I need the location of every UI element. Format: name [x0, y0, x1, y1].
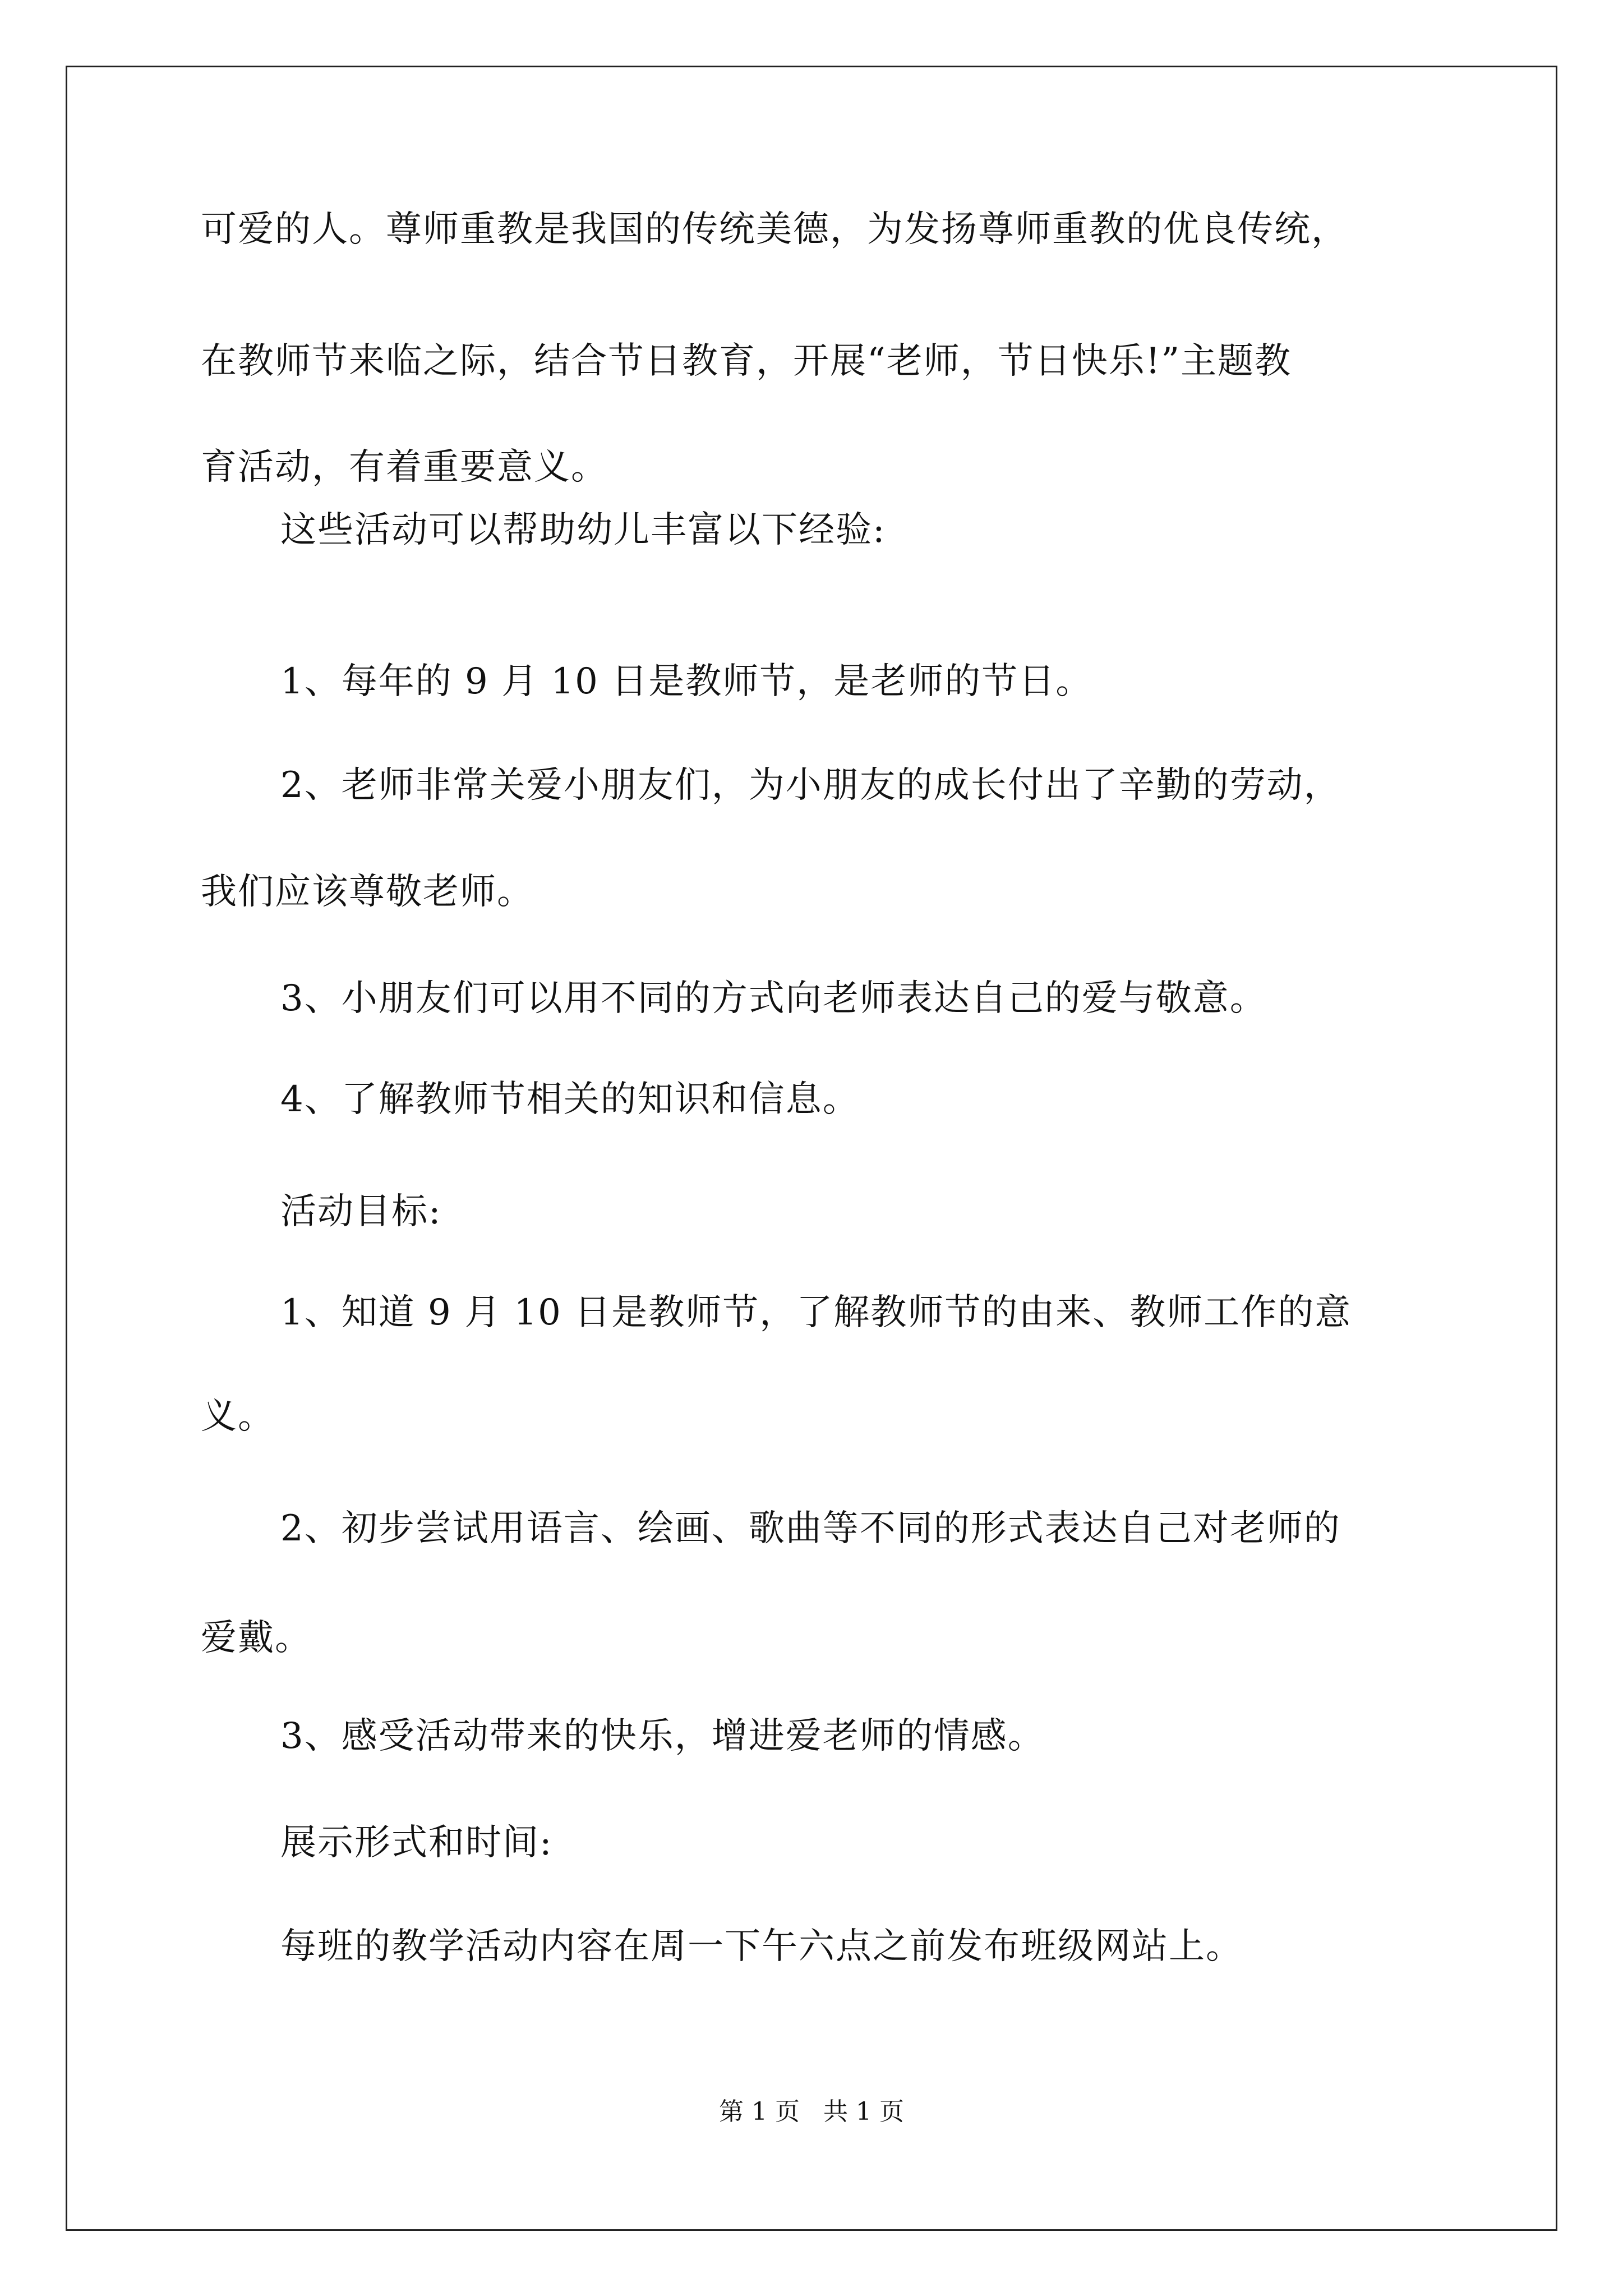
text-line-10: 活动目标: — [280, 1191, 442, 1232]
text-line-1: 可爱的人。尊师重教是我国的传统美德，为发扬尊师重教的优良传统， — [201, 209, 1348, 250]
text-line-17: 每班的教学活动内容在周一下午六点之前发布班级网站上。 — [280, 1926, 1243, 1967]
text-line-12: 义。 — [201, 1396, 275, 1437]
text-line-7: 我们应该尊敬老师。 — [201, 871, 534, 913]
page-border — [66, 66, 1557, 2231]
text-line-15: 3、感受活动带来的快乐，增进爱老师的情感。 — [280, 1715, 1045, 1757]
text-line-5: 1、每年的 9 月 10 日是教师节，是老师的节日。 — [280, 661, 1093, 702]
text-line-16: 展示形式和时间: — [280, 1822, 553, 1864]
text-line-8: 3、小朋友们可以用不同的方式向老师表达自己的爱与敬意。 — [280, 978, 1267, 1019]
text-line-3: 育活动，有着重要意义。 — [201, 447, 608, 488]
text-line-6: 2、老师非常关爱小朋友们，为小朋友的成长付出了辛勤的劳动， — [280, 765, 1341, 806]
text-line-11: 1、知道 9 月 10 日是教师节，了解教师节的由来、教师工作的意 — [280, 1292, 1352, 1333]
page-footer: 第 1 页 共 1 页 — [719, 2097, 904, 2126]
text-line-13: 2、初步尝试用语言、绘画、歌曲等不同的形式表达自己对老师的 — [280, 1508, 1341, 1549]
text-line-4: 这些活动可以帮助幼儿丰富以下经验: — [280, 509, 886, 551]
text-line-2: 在教师节来临之际，结合节日教育，开展“老师，节日快乐!”主题教 — [201, 341, 1292, 382]
text-line-9: 4、了解教师节相关的知识和信息。 — [280, 1079, 860, 1120]
text-line-14: 爱戴。 — [201, 1617, 312, 1659]
